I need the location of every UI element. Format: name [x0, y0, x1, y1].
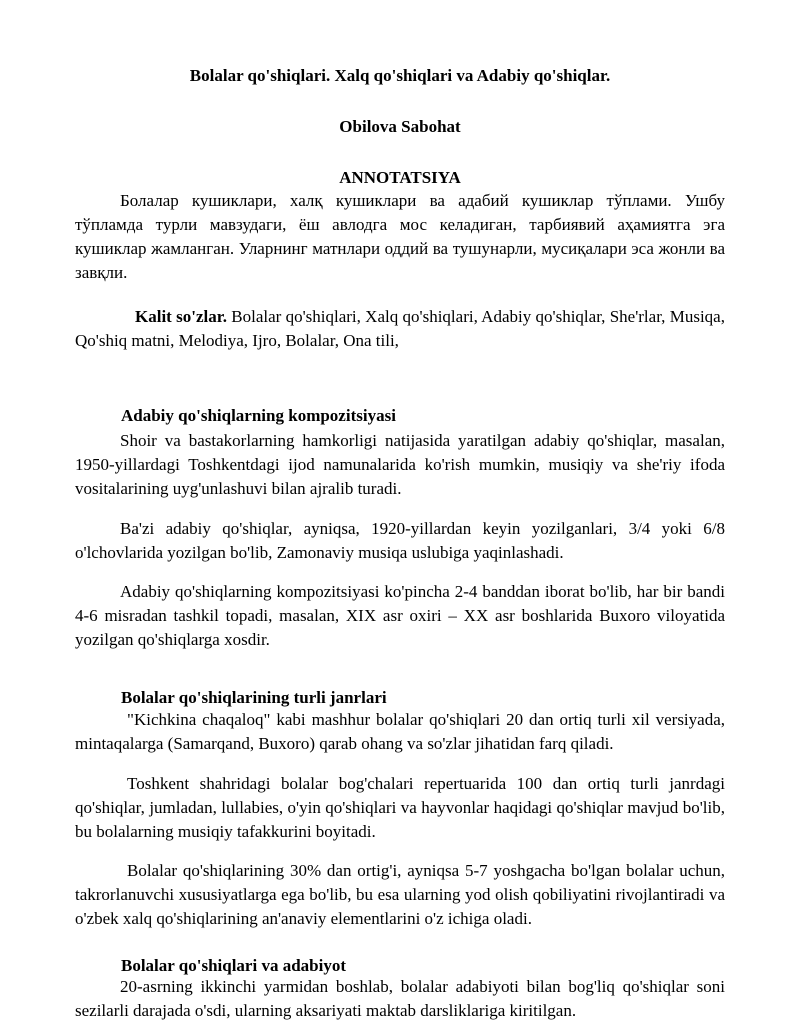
keywords-paragraph — [75, 305, 725, 353]
paragraph-literature-1: 20-asrning ikkinchi yarmidan boshlab, bolalar adabiyoti bilan bog'liq qo'shiqlar soni sezilarli darajada o'sdi, ularning aksariyati maktab darsliklariga kiritilgan. — [75, 977, 725, 1020]
section-heading-literature: Bolalar qo'shiqlari va adabiyot — [121, 956, 346, 975]
keywords-label: Kalit so'zlar. — [135, 307, 227, 326]
keywords-text: Bolalar qo'shiqlari, Xalq qo'shiqlari, Adabiy qo'shiqlar, She'rlar, Musiqa, Qo'shiq matni, Melodiya, Ijro, Bolalar, Ona tili, — [75, 307, 725, 350]
section-heading-composition: Adabiy qo'shiqlarning kompozitsiyasi — [121, 406, 396, 425]
paragraph-composition-1: Shoir va bastakorlarning hamkorligi natijasida yaratilgan adabiy qo'shiqlar, masalan, 1950-yillardagi Toshkentdagi ijod namunalarida ko'rish mumkin, musiqiy va she'riy ifoda vositalarining uyg'unlashuvi bilan ajralib turadi. — [75, 431, 725, 498]
paragraph-composition-3: Adabiy qo'shiqlarning kompozitsiyasi ko'pincha 2-4 banddan iborat bo'lib, har bir bandi 4-6 misradan tashkil topadi, masalan, XIX asr oxiri – XX asr boshlarida Buxoro viloyatida yozilgan qo'shiqlarga xosdir. — [75, 582, 725, 649]
paragraph-genres-3: Bolalar qo'shiqlarining 30% dan ortig'i, ayniqsa 5-7 yoshgacha bo'lgan bolalar uchun, takrorlanuvchi xususiyatlarga ega bo'lib, bu esa ularning yod olish qobiliyatini rivojlantiradi va o'zbek xalq qo'shiqlarining an'anaviy elementlarini o'z ichiga oladi. — [75, 861, 725, 928]
paragraph-genres-1: "Kichkina chaqaloq" kabi mashhur bolalar qo'shiqlari 20 dan ortiq turli xil versiyada, mintaqalarga (Samarqand, Buxoro) qarab ohang va so'zlar jihatidan farq qiladi. — [75, 710, 725, 753]
document-title: Bolalar qo'shiqlari. Xalq qo'shiqlari va Adabiy qo'shiqlar. — [189, 66, 611, 85]
paragraph-composition-2: Ba'zi adabiy qo'shiqlar, ayniqsa, 1920-yillardan keyin yozilganlari, 3/4 yoki 6/8 o'lchovlarida yozilgan bo'lib, Zamonaviy musiqa uslubiga yaqinlashadi. — [75, 519, 725, 562]
annotation-paragraph: Болалар кушиклари, халқ кушиклари ва адабий кушиклар тўплами. Ушбу тўпламда турли мавзудаги, ёш авлодга мос келадиган, тарбиявий аҳамиятга эга кушиклар жамланган. Уларнинг матнлари оддий ва тушунарли, мусиқалари эса жонли ва завқли. — [75, 191, 725, 282]
annotation-heading: ANNOTATSIYA — [339, 168, 461, 187]
paragraph-genres-2: Toshkent shahridagi bolalar bog'chalari repertuarida 100 dan ortiq turli janrdagi qo'shiqlar, jumladan, lullabies, o'yin qo'shiqlari va hayvonlar haqidagi qo'shiqlar mavjud bo'lib, bu bolalarning musiqiy tafakkurini boyitadi. — [75, 774, 725, 841]
author-name: Obilova Sabohat — [339, 117, 461, 136]
section-heading-genres: Bolalar qo'shiqlarining turli janrlari — [121, 688, 387, 707]
